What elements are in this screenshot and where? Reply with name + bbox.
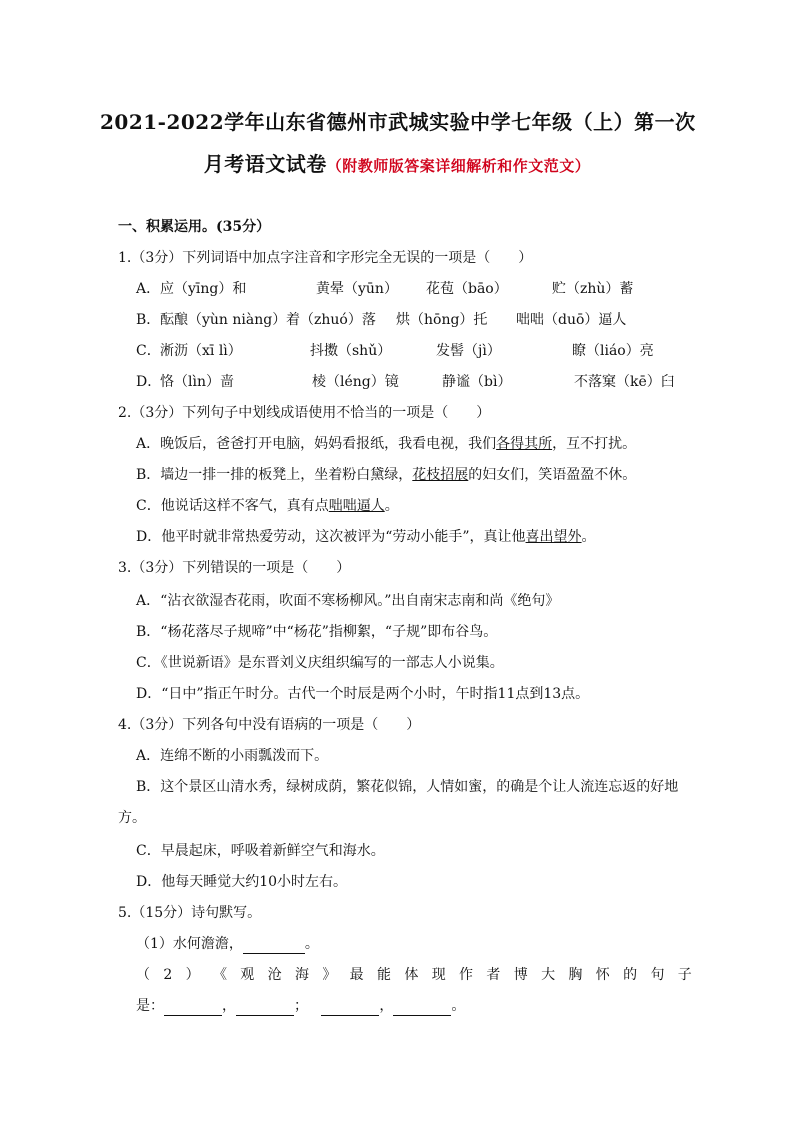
prompt-char: （ [136, 967, 150, 983]
option-item: 棱（léng）镜 [312, 374, 399, 390]
prompt-char: 《 [212, 967, 227, 983]
option-letter: D． [136, 374, 162, 390]
underlined-idiom: 各得其所 [496, 436, 553, 452]
option-item: 烘（hōng）托 [396, 312, 488, 328]
option-text: B．墙边一排一排的板凳上，坐着粉白黛绿， [136, 467, 413, 483]
question-2-stem: 2.（3分）下列句子中划线成语使用不恰当的一项是（ ） [118, 405, 491, 421]
q3-option-b: B．“杨花落尽子规啼”中“杨花”指柳絮，“子规”即布谷鸟。 [136, 624, 498, 640]
answer-blank[interactable] [236, 1001, 294, 1016]
punctuation: 。 [451, 998, 466, 1014]
q4-option-b: B．这个景区山清水秀，绿树成荫，繁花似锦，人情如蜜，的确是个让人流连忘返的好地 [136, 779, 679, 795]
section-heading: 一、积累运用。(35分） [118, 219, 271, 235]
prompt-char: 者 [486, 967, 501, 983]
option-item: 花苞（bāo） [426, 281, 508, 297]
q3-option-d: D．“日中”指正午时分。古代一个时辰是两个小时，午时指11点到13点。 [136, 686, 590, 702]
option-text: A．晚饭后，爸爸打开电脑，妈妈看报纸，我看电视，我们 [136, 436, 497, 452]
option-item: 静谧（bì） [442, 374, 512, 390]
prompt-char: 现 [431, 967, 446, 983]
answer-blank[interactable] [164, 1001, 222, 1016]
option-item: 黄晕（yūn） [316, 281, 398, 297]
prompt-char: 海 [294, 967, 309, 983]
option-item: 不落窠（kē）臼 [574, 374, 675, 390]
option-letter: A． [136, 281, 161, 297]
q1-option-d [136, 372, 676, 392]
option-text: 的妇女们，笑语盈盈不休。 [468, 467, 637, 483]
answer-blank[interactable] [321, 1001, 379, 1016]
option-item: 酝酿（yùn niàng） [160, 312, 287, 328]
exam-title-line2 [100, 148, 694, 177]
prompt-char: 作 [459, 967, 474, 983]
q3-option-c: C．《世说新语》是东晋刘义庆组织编写的一部志人小说集。 [136, 655, 504, 671]
prompt-char: 沧 [267, 967, 282, 983]
answer-blank[interactable] [393, 1001, 451, 1016]
q3-option-a: A．“沾衣欲湿杏花雨，吹面不寒杨柳风。”出自南宋志南和尚《绝句》 [136, 593, 560, 609]
question-1-stem: 1.（3分）下列词语中加点字注音和字形完全无误的一项是（ ） [118, 250, 533, 266]
option-letter: B． [136, 312, 161, 328]
answer-blank[interactable] [243, 939, 305, 954]
punctuation: ， [222, 998, 236, 1014]
prompt-char: 子 [677, 967, 692, 983]
q4-option-c: C．早晨起床，呼吸着新鲜空气和海水。 [136, 843, 385, 859]
prompt-char: 博 [513, 967, 528, 983]
prompt-char: 大 [541, 967, 556, 983]
q1-option-c [136, 341, 676, 361]
q4-option-d: D．他每天睡觉大约10小时左右。 [136, 874, 348, 890]
option-text: 。 [581, 529, 596, 545]
punctuation: ； [294, 998, 308, 1014]
question-5-stem: 5.（15分）诗句默写。 [118, 905, 262, 921]
option-item: 咄咄（duō）逼人 [516, 312, 627, 328]
option-item: 瞭（liáo）亮 [572, 343, 654, 359]
option-item: 淅沥（xī lì） [160, 343, 242, 359]
prompt-char: 能 [377, 967, 392, 983]
q2-option-c [136, 496, 399, 516]
underlined-idiom: 花枝招展 [412, 467, 469, 483]
underlined-idiom: 咄咄逼人 [328, 498, 385, 514]
prompt-char: 胸 [568, 967, 583, 983]
prompt-char: 》 [322, 967, 337, 983]
prompt-char: 怀 [595, 967, 610, 983]
q4-option-a: A．连绵不断的小雨瓢泼而下。 [136, 748, 329, 764]
poem-prompt: 是： [136, 998, 164, 1014]
option-text: 。 [384, 498, 399, 514]
prompt-char: 句 [650, 967, 665, 983]
poem-prompt: （1）水何澹澹， [136, 936, 243, 952]
prompt-char: 体 [404, 967, 419, 983]
question-4-stem: 4.（3分）下列各句中没有语病的一项是（ ） [118, 717, 421, 733]
exam-title-line1: 2021-2022学年山东省德州市武城实验中学七年级（上）第一次 [100, 110, 696, 134]
exam-title-main: 月考语文试卷 [203, 152, 327, 176]
q2-option-b [136, 465, 636, 485]
punctuation: ， [379, 998, 394, 1014]
option-item: 恪（lìn）啬 [160, 374, 234, 390]
q2-option-a [136, 434, 636, 454]
option-text: ，互不打扰。 [552, 436, 637, 452]
option-item: 贮（zhù）蓄 [552, 281, 634, 297]
option-item: 着（zhuó）落 [286, 312, 376, 328]
q1-option-b [136, 310, 676, 330]
option-text: C．他说话这样不客气，真有点 [136, 498, 329, 514]
option-letter: C． [136, 343, 161, 359]
prompt-char: 2 [163, 967, 173, 983]
option-item: 发髻（jì） [436, 343, 501, 359]
prompt-char: 的 [623, 967, 638, 983]
q5-part-1 [136, 934, 319, 954]
punctuation: 。 [304, 936, 319, 952]
q1-option-a [136, 279, 676, 299]
prompt-char: 最 [349, 967, 364, 983]
q5-part-2-answer [136, 996, 465, 1016]
option-text: D．他平时就非常热爱劳动，这次被评为“劳动小能手”，真让他 [136, 529, 526, 545]
prompt-char: ） [185, 967, 200, 983]
q4-option-b-cont: 方。 [118, 810, 146, 826]
option-item: 应（yīng）和 [160, 281, 247, 297]
q2-option-d [136, 527, 596, 547]
question-3-stem: 3.（3分）下列错误的一项是（ ） [118, 560, 351, 576]
underlined-idiom: 喜出望外 [525, 529, 582, 545]
option-item: 抖擞（shǔ） [310, 343, 392, 359]
prompt-char: 观 [240, 967, 255, 983]
exam-title-note: （附教师版答案详细解析和作文范文） [326, 157, 591, 175]
q5-part-2 [136, 965, 692, 985]
